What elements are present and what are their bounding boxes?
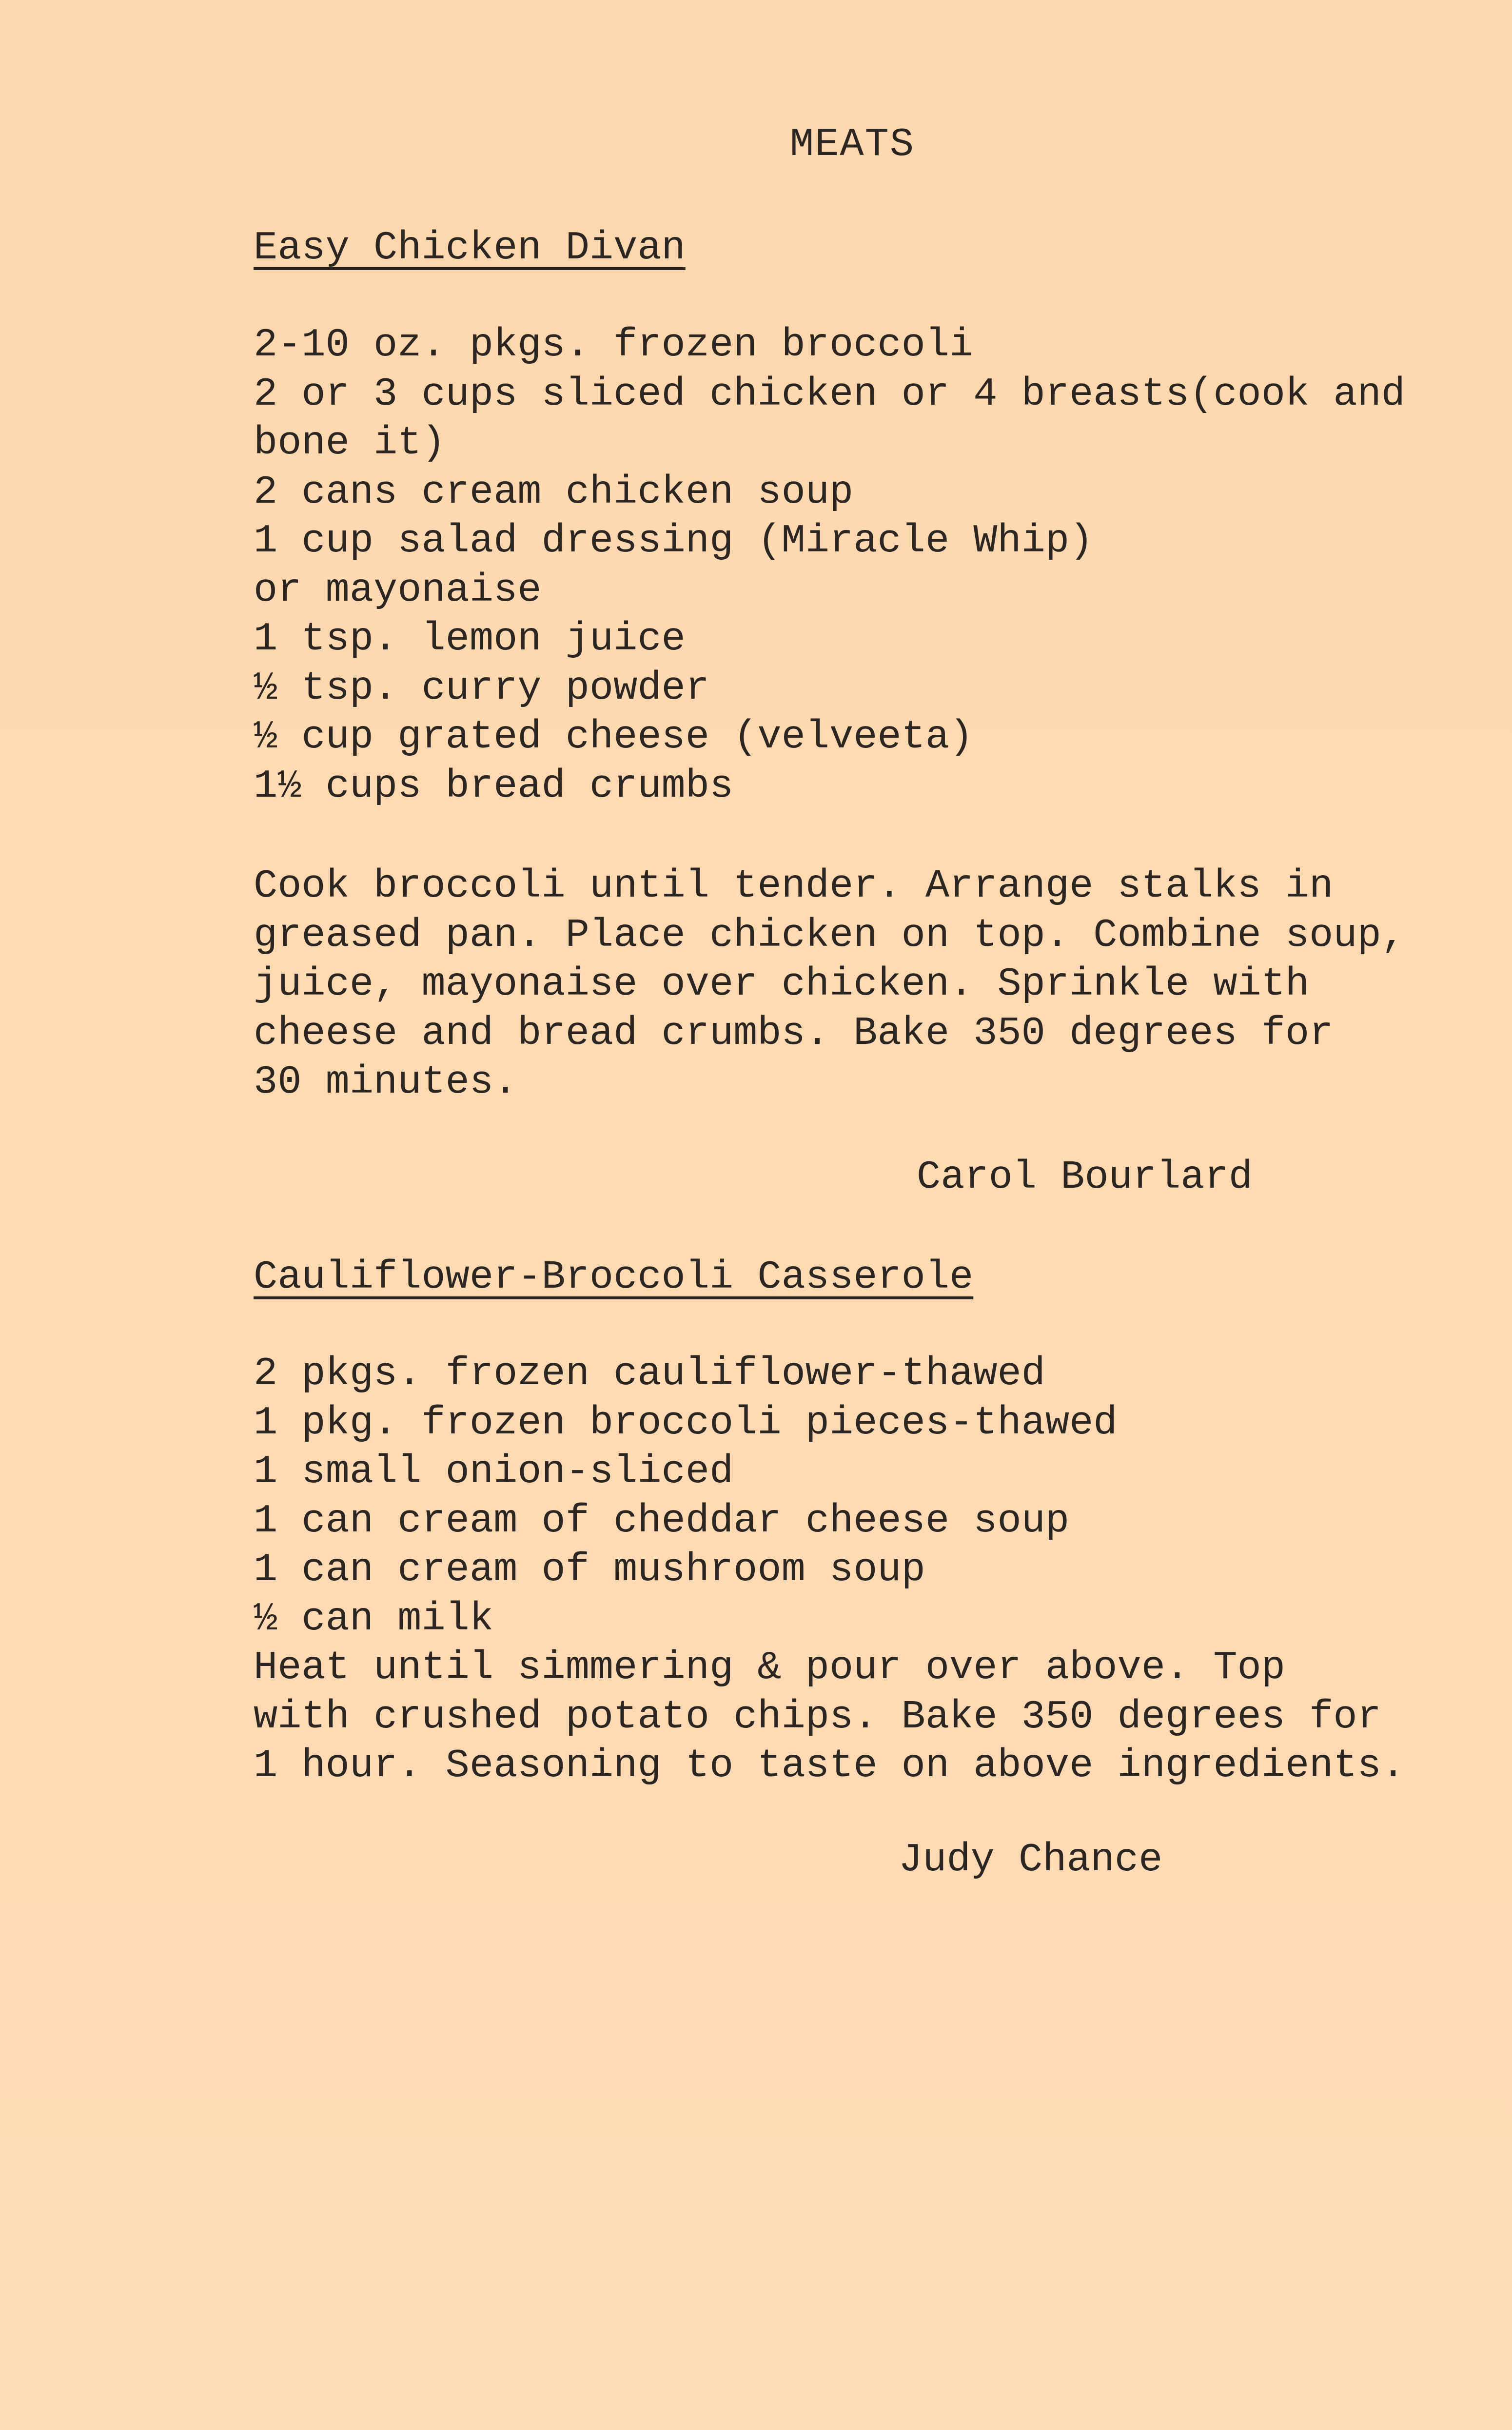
ingredient-line: or mayonaise (254, 567, 542, 613)
directions-line: with crushed potato chips. Bake 350 degrees for (254, 1694, 1381, 1740)
ingredient-line: 2 or 3 cups sliced chicken or 4 breasts(cook and (254, 371, 1405, 417)
ingredient-list-cauliflower-broccoli (254, 1350, 1405, 1791)
ingredient-line: ½ tsp. curry powder (254, 665, 709, 711)
ingredient-list-chicken-divan (254, 321, 1405, 811)
section-title: MEATS (790, 122, 915, 167)
recipe-author-judy-chance: Judy Chance (899, 1837, 1163, 1882)
ingredient-line: 1 tsp. lemon juice (254, 616, 686, 662)
recipe-author-carol-bourlard: Carol Bourlard (917, 1155, 1253, 1200)
directions-line: 30 minutes. (254, 1059, 518, 1105)
ingredient-line: 1 can cream of cheddar cheese soup (254, 1498, 1070, 1544)
directions-line: 1 hour. Seasoning to taste on above ingredients. (254, 1743, 1405, 1788)
ingredient-line: 1 can cream of mushroom soup (254, 1547, 925, 1592)
ingredient-line: 1½ cups bread crumbs (254, 763, 734, 809)
directions-line: greased pan. Place chicken on top. Combine soup, (254, 912, 1405, 958)
ingredient-line: 2 cans cream chicken soup (254, 469, 854, 515)
ingredient-line: 1 pkg. frozen broccoli pieces-thawed (254, 1400, 1118, 1446)
ingredient-line: 1 small onion-sliced (254, 1449, 734, 1494)
ingredient-line: ½ cup grated cheese (velveeta) (254, 714, 974, 760)
directions-line: juice, mayonaise over chicken. Sprinkle with (254, 961, 1310, 1007)
recipe-title-cauliflower-broccoli: Cauliflower-Broccoli Casserole (254, 1254, 974, 1300)
directions-line: Cook broccoli until tender. Arrange stalks in (254, 863, 1334, 909)
ingredient-line: 2-10 oz. pkgs. frozen broccoli (254, 322, 974, 368)
ingredient-line: ½ can milk (254, 1596, 494, 1642)
ingredient-line: 1 cup salad dressing (Miracle Whip) (254, 518, 1094, 564)
directions-chicken-divan (254, 862, 1405, 1107)
recipe-title-chicken-divan: Easy Chicken Divan (254, 225, 686, 271)
ingredient-line: bone it) (254, 420, 446, 466)
directions-line: Heat until simmering & pour over above. Top (254, 1645, 1285, 1690)
directions-line: cheese and bread crumbs. Bake 350 degrees for (254, 1010, 1334, 1056)
ingredient-line: 2 pkgs. frozen cauliflower-thawed (254, 1351, 1045, 1396)
